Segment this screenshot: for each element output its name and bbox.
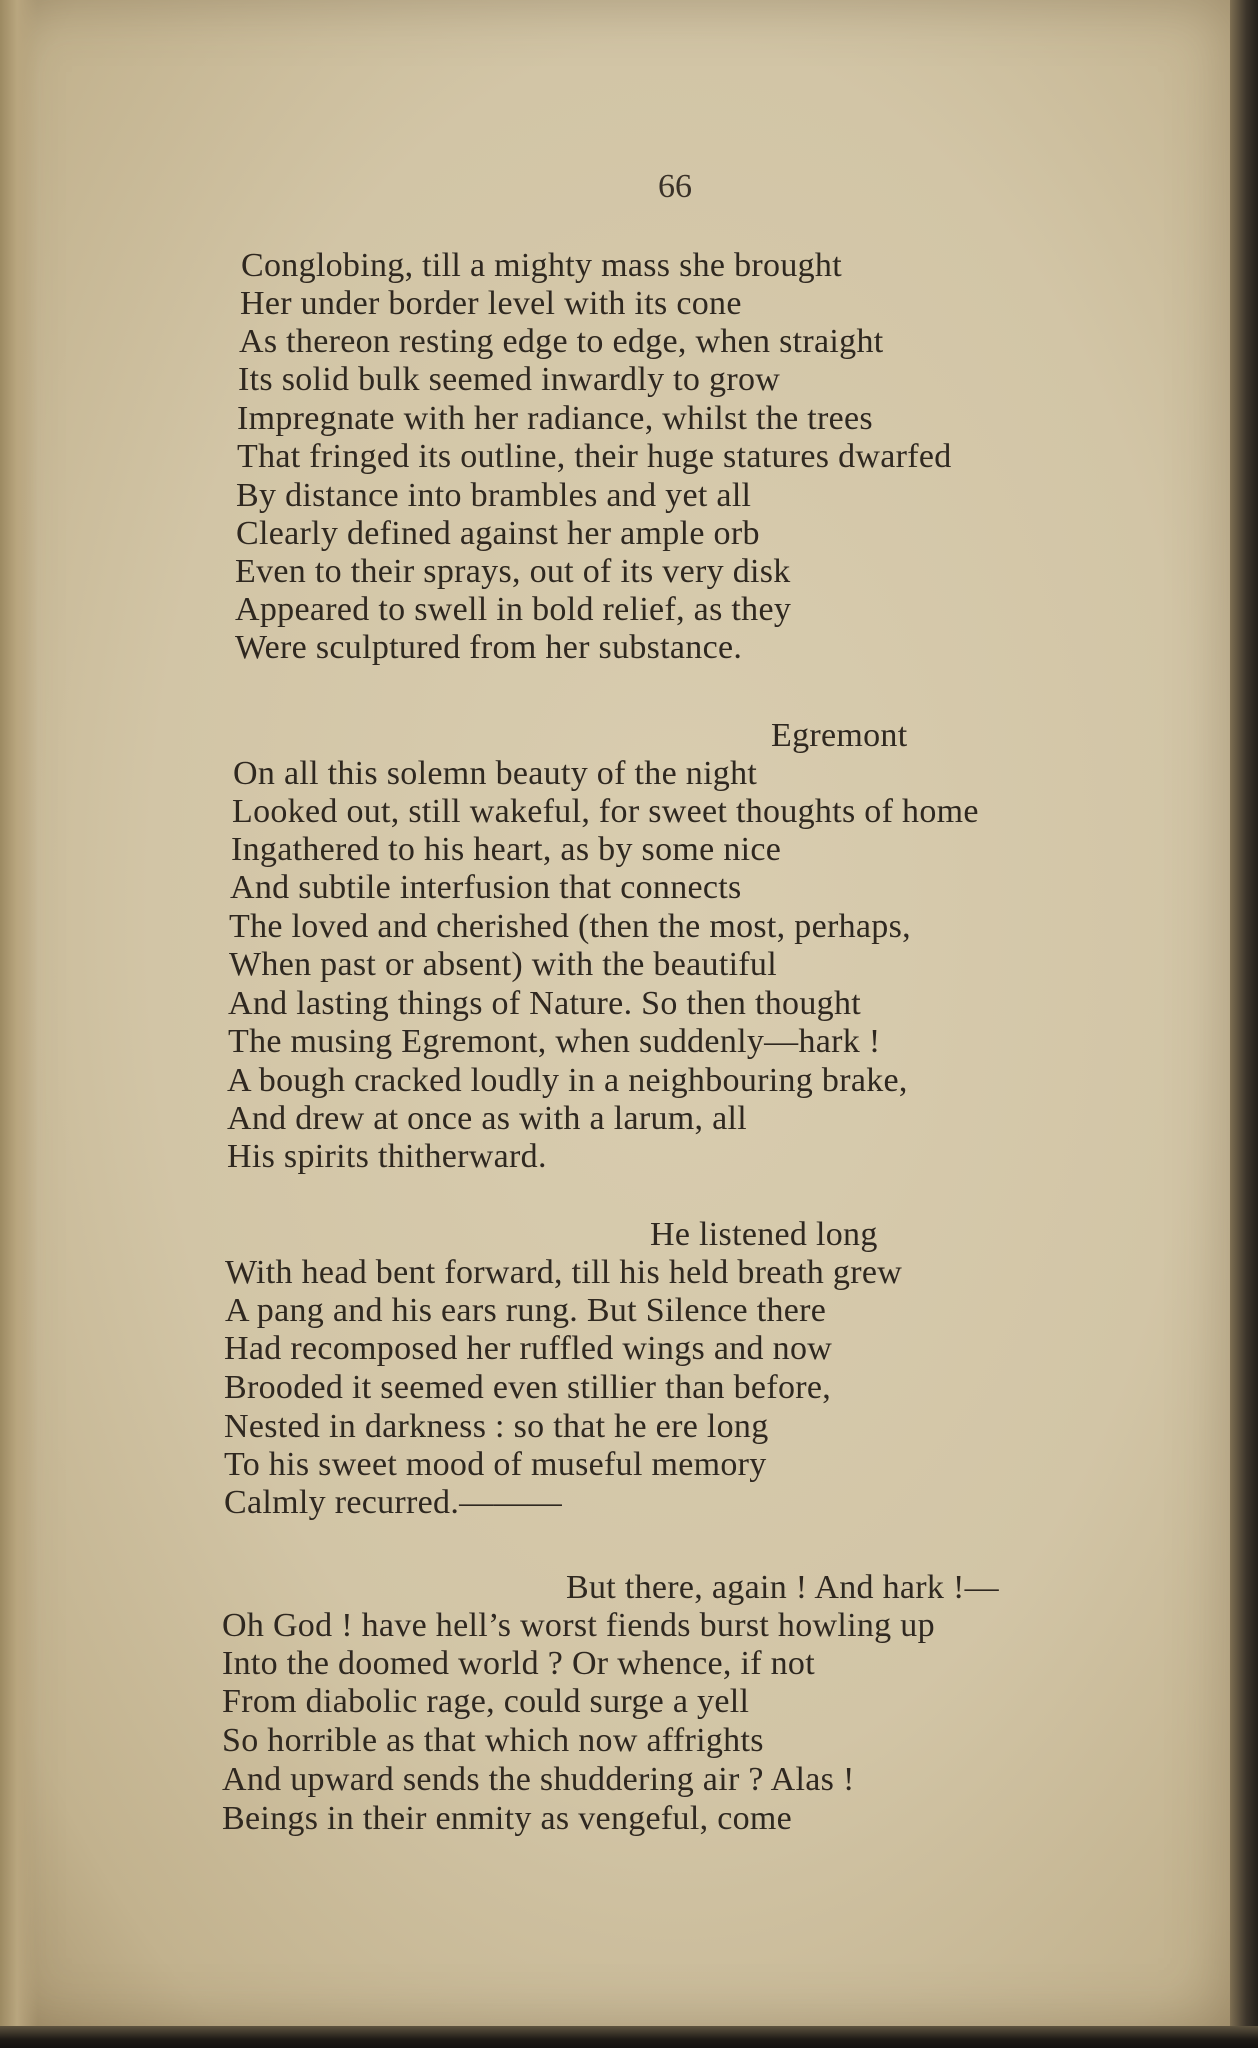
poem-line: Appeared to swell in bold relief, as they — [235, 591, 792, 628]
poem-line: And upward sends the shuddering air ? Alas ! — [222, 1761, 855, 1798]
poem-line: A pang and his ears rung. But Silence there — [225, 1292, 827, 1329]
poem-line: As thereon resting edge to edge, when straight — [239, 323, 884, 360]
poem-line: A bough cracked loudly in a neighbouring brake, — [227, 1062, 908, 1099]
page-number: 66 — [658, 168, 692, 205]
poem-line: Impregnate with her radiance, whilst the trees — [237, 400, 873, 437]
poem-line: Even to their sprays, out of its very disk — [235, 553, 791, 590]
poem-line: He listened long — [650, 1216, 878, 1253]
poem-line: Her under border level with its cone — [240, 285, 742, 322]
poem-line: When past or absent) with the beautiful — [229, 946, 777, 983]
poem-line: Its solid bulk seemed inwardly to grow — [238, 361, 781, 398]
poem-line: That fringed its outline, their huge statures dwarfed — [237, 438, 952, 475]
poem-line: Ingathered to his heart, as by some nice — [231, 831, 782, 868]
poem-line: Calmly recurred.——— — [224, 1484, 563, 1521]
page-bottom-edge — [0, 2026, 1258, 2048]
page-left-edge — [0, 0, 38, 2030]
poem-line: Nested in darkness : so that he ere long — [224, 1408, 769, 1445]
poem-line: On all this solemn beauty of the night — [233, 755, 758, 792]
poem-line: Brooded it seemed even stillier than before, — [224, 1369, 832, 1406]
poem-line: The musing Egremont, when suddenly—hark ! — [228, 1023, 881, 1060]
poem-line: So horrible as that which now affrights — [222, 1722, 764, 1759]
poem-line: Egremont — [771, 717, 908, 754]
poem-line: Into the doomed world ? Or whence, if not — [222, 1645, 815, 1682]
poem-line: And lasting things of Nature. So then thought — [228, 985, 862, 1022]
poem-line: Were sculptured from her substance. — [235, 629, 743, 666]
poem-line: Clearly defined against her ample orb — [236, 515, 760, 552]
poem-line: From diabolic rage, could surge a yell — [222, 1683, 750, 1720]
poem-line: Oh God ! have hell’s worst fiends burst howling up — [222, 1607, 935, 1644]
poem-line: And subtile interfusion that connects — [230, 869, 742, 906]
poem-line: Looked out, still wakeful, for sweet thoughts of home — [232, 793, 979, 830]
poem-line: Conglobing, till a mighty mass she brought — [241, 247, 842, 284]
poem-line: By distance into brambles and yet all — [236, 477, 752, 514]
poem-line: But there, again ! And hark !— — [566, 1569, 999, 1606]
poem-line: To his sweet mood of museful memory — [224, 1446, 767, 1483]
poem-line: His spirits thitherward. — [227, 1138, 547, 1175]
poem-line: The loved and cherished (then the most, perhaps, — [229, 908, 911, 945]
book-binding — [1230, 0, 1258, 2048]
poem-line: With head bent forward, till his held breath grew — [225, 1254, 903, 1291]
poem-line: And drew at once as with a larum, all — [227, 1100, 747, 1137]
poem-line: Had recomposed her ruffled wings and now — [224, 1330, 833, 1367]
poem-line: Beings in their enmity as vengeful, come — [222, 1800, 793, 1837]
